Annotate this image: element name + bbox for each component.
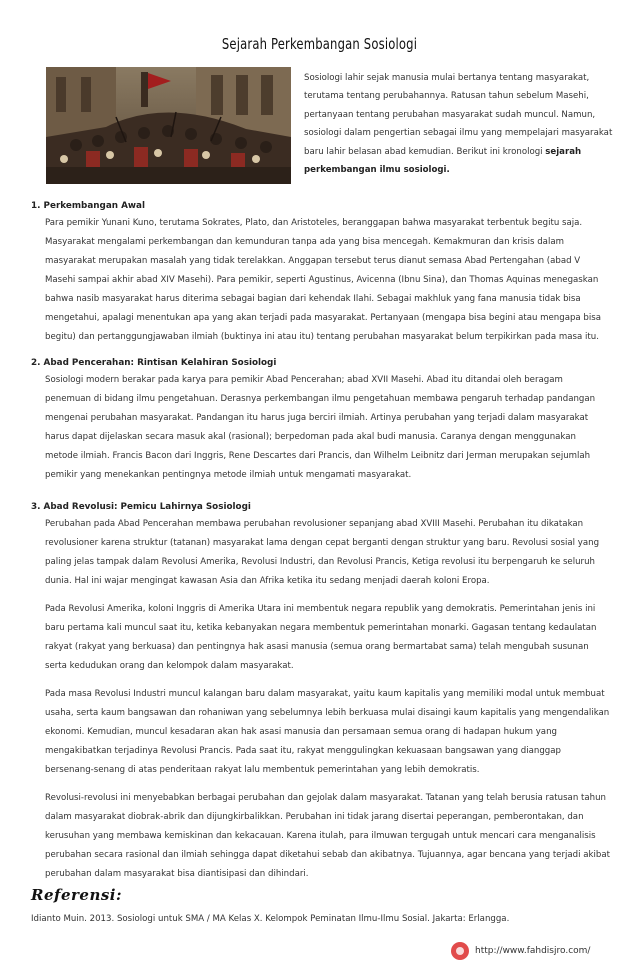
site-logo-icon [451,942,469,960]
section-heading-2: 2. Abad Pencerahan: Rintisan Kelahiran Sosiologi [31,358,277,368]
intro-paragraph [304,69,619,179]
painting-illustration [46,67,291,184]
intro-bold-text: sejarah perkembangan ilmu sosiologi. [304,146,582,176]
section-2-paragraph: Sosiologi modern berakar pada karya para pemikir Abad Pencerahan; abad XVII Masehi. Abad itu ditandai oleh beragam penemuan di bidang ilmu pengetahuan. Derasnya perkembangan ilmu pengetahuan membawa pengaruh terhadap pandangan mengenai perubahan masyarakat. Pandangan itu harus juga berciri ilmiah. Artinya perubahan yang terjadi dalam masyarakat harus dapat dijelaskan secara masuk akal (rasional); berpedoman pada akal budi manusia. Caranya dengan menggunakan metode ilmiah. Francis Bacon dari Inggris, Rene Descartes dari Prancis, dan Wilhelm Leibnitz dari Jerman merupakan sejumlah pemikir yang menekankan pentingnya metode ilmiah untuk mengamati masyarakat. [45,375,596,480]
section-heading-1: 1. Perkembangan Awal [31,201,145,211]
section-3-paragraph-3: Pada masa Revolusi Industri muncul kalangan baru dalam masyarakat, yaitu kaum kapitalis yang memiliki modal untuk membuat usaha, serta kaum bangsawan dan rohaniwan yang sebelumnya lebih berkuasa mulai disaingi kaum kapitalis yang mengendalikan ekonomi. Kemudian, muncul kesadaran akan hak asasi manusia dan persamaan semua orang di hadapan hukum yang mengakibatkan terjadinya Revolusi Prancis. Pada saat itu, rakyat menggulingkan kekuasaan bangsawan yang dianggap bersenang-senang di atas penderitaan rakyat lalu membentuk pemerintahan yang lebih demokratis. [45,689,610,775]
section-3-paragraph-4: Revolusi-revolusi ini menyebabkan berbagai perubahan dan gejolak dalam masyarakat. Tatanan yang telah berusia ratusan tahun dalam masyarakat diobrak-abrik dan dijungkirbalikkan. Perubahan ini tidak jarang disertai peperangan, pemberontakan, dan kerusuhan yang membawa kemiskinan dan kekacauan. Karena itulah, para ilmuwan tergugah untuk mencari cara menganalisis perubahan secara rasional dan ilmiah sehingga dapat diketahui sebab dan akibatnya. Tujuannya, agar bencana yang terjadi akibat perubahan dalam masyarakat bisa diantisipasi dan dihindari. [45,793,610,879]
section-3-paragraph-1: Perubahan pada Abad Pencerahan membawa perubahan revolusioner sepanjang abad XVIII Masehi. Perubahan itu dikatakan revolusioner karena struktur (tatanan) masyarakat lama dengan cepat berganti dengan struktur yang baru. Revolusi sosial yang paling jelas tampak dalam Revolusi Amerika, Revolusi Industri, dan Revolusi Prancis, Ketiga revolusi itu berpengaruh ke seluruh dunia. Hal ini wajar mengingat kawasan Asia dan Afrika ketika itu sedang menjadi daerah koloni Eropa. [45,519,600,586]
section-3-paragraph-2: Pada Revolusi Amerika, koloni Inggris di Amerika Utara ini membentuk negara republik yang demokratis. Pemerintahan jenis ini baru pertama kali muncul saat itu, ketika kebanyakan negara membentuk pemerintahan monarki. Gagasan tentang kedaulatan rakyat (rakyat yang berkuasa) dan pentingnya hak asasi manusia (semua orang bermartabat sama) telah mengubah susunan serta kedudukan orang dan kelompok dalam masyarakat. [45,604,597,671]
intro-text: Sosiologi lahir sejak manusia mulai bertanya tentang masyarakat, terutama tentang perubahannya. Ratusan tahun sebelum Masehi, pertanyaan tentang perubahan masyarakat sudah muncul. Namun, sosiologi dalam pengertian sebagai ilmu yang mempelajari masyarakat baru lahir belasan abad kemudian. Berikut ini kronologi [304,73,613,157]
section-body-1 [45,214,610,347]
footer [451,941,590,961]
reference-entry: Idianto Muin. 2013. Sosiologi untuk SMA / MA Kelas X. Kelompok Peminatan Ilmu-Ilmu Sosial. Jakarta: Erlangga. [31,914,510,924]
footer-link[interactable]: http://www.fahdisjro.com/ [475,946,591,956]
section-1-paragraph: Para pemikir Yunani Kuno, terutama Sokrates, Plato, dan Aristoteles, beranggapan bahwa masyarakat terbentuk begitu saja. Masyarakat mengalami perkembangan dan kemunduran tanpa ada yang bisa mencegah. Kemakmuran dan krisis dalam masyarakat merupakan masalah yang tidak terelakkan. Anggapan tersebut terus dianut semasa Abad Pertengahan (abad V Masehi sampai akhir abad XIV Masehi). Para pemikir, seperti Agustinus, Avicenna (Ibnu Sina), dan Thomas Aquinas menegaskan bahwa nasib masyarakat harus diterima sebagai bagian dari kehendak Ilahi. Sebagai makhluk yang fana manusia tidak bisa mengetahui, apalagi menentukan apa yang akan terjadi pada masyarakat. Pertanyaan (mengapa bisa begini atau mengapa bisa begitu) dan pertanggungjawaban ilmiah (buktinya ini atau itu) tentang perubahan masyarakat belum terpikirkan pada masa itu. [45,218,602,342]
references-heading: Referensi: [31,886,123,904]
section-body-2 [45,371,610,485]
page-title: Sejarah Perkembangan Sosiologi [221,35,418,53]
revolution-painting-image [46,67,291,184]
section-heading-3: 3. Abad Revolusi: Pemicu Lahirnya Sosiologi [31,502,251,512]
section-body-3 [45,515,610,884]
